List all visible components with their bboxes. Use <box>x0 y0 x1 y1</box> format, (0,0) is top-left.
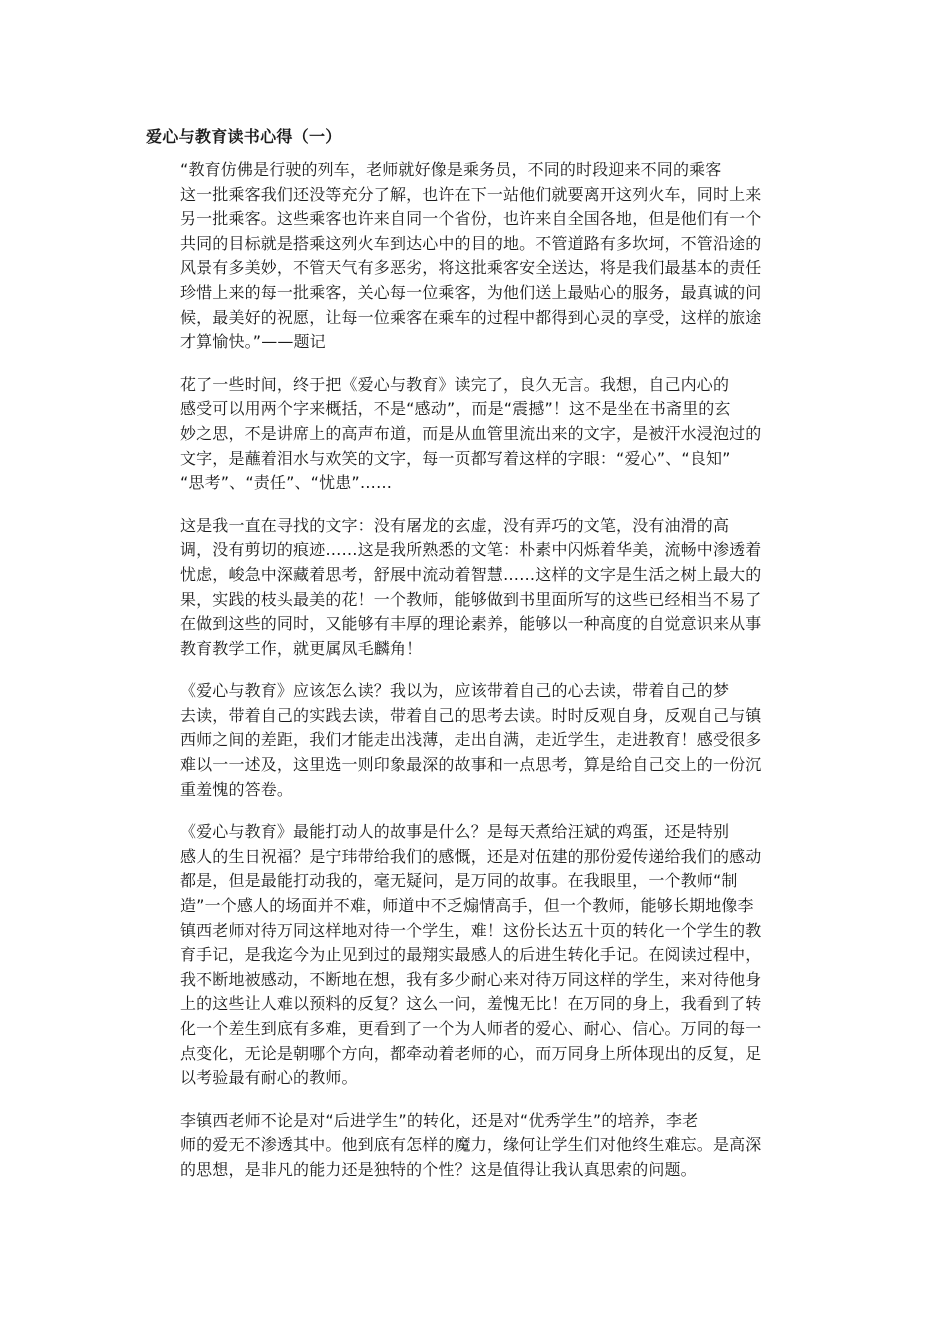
paragraph-line: 化一个差生到底有多难，更看到了一个为人师者的爱心、耐心、信心。万同的每一 <box>180 1019 762 1038</box>
paragraph-line: 育手记，是我迄今为止见到过的最翔实最感人的后进生转化手记。在阅读过程中， <box>180 945 762 965</box>
paragraph-line: 感受可以用两个字来概括，不是“感动”，而是“震撼”！这不是坐在书斋里的玄 <box>180 399 731 419</box>
paragraph <box>146 679 806 802</box>
paragraph-line: 调，没有剪切的痕迹……这是我所熟悉的文笔：朴素中闪烁着华美，流畅中渗透着 <box>180 540 762 560</box>
paragraph <box>146 1109 806 1183</box>
paragraph-line: 上的这些让人难以预料的反复？这么一问，羞愧无比！在万同的身上，我看到了转 <box>180 994 762 1014</box>
paragraph-line: 在做到这些的同时，又能够有丰厚的理论素养，能够以一种高度的自觉意识来从事 <box>180 614 762 634</box>
paragraph-line: 候，最美好的祝愿，让每一位乘客在乘车的过程中都得到心灵的享受，这样的旅途 <box>180 307 762 327</box>
paragraph-line: 果，实践的枝头最美的花！一个教师，能够做到书里面所写的这些已经相当不易了 <box>180 589 762 609</box>
paragraph-line: 以考验最有耐心的教师。 <box>180 1068 358 1088</box>
paragraph-line: 师的爱无不渗透其中。他到底有怎样的魔力，缘何让学生们对他终生难忘。是高深 <box>180 1135 762 1155</box>
paragraph <box>146 514 806 662</box>
paragraph <box>146 158 806 355</box>
paragraph-line: 重羞愧的答卷。 <box>180 779 294 799</box>
paragraph-line: 文字，是蘸着泪水与欢笑的文字，每一页都写着这样的字眼：“爱心”、“良知” <box>180 448 731 468</box>
paragraph-line: 共同的目标就是搭乘这列火车到达心中的目的地。不管道路有多坎坷，不管沿途的 <box>180 233 762 253</box>
paragraph-line: 都是，但是最能打动我的，毫无疑问，是万同的故事。在我眼里，一个教师“制 <box>180 871 738 891</box>
document-page <box>146 122 806 1201</box>
paragraph-line: 镇西老师对待万同这样地对待一个学生，难！这份长达五十页的转化一个学生的教 <box>180 920 762 940</box>
paragraph-line: 的思想，是非凡的能力还是独特的个性？这是值得让我认真思索的问题。 <box>180 1159 697 1179</box>
paragraph-line: 这一批乘客我们还没等充分了解，也许在下一站他们就要离开这列火车，同时上来 <box>180 184 762 204</box>
paragraph-line: 风景有多美妙，不管天气有多恶劣，将这批乘客安全送达，将是我们最基本的责任 <box>180 258 762 278</box>
paragraph-line: 我不断地被感动，不断地在想，我有多少耐心来对待万同这样的学生，来对待他身 <box>180 969 762 989</box>
paragraph-line: 难以一一述及，这里选一则印象最深的故事和一点思考，算是给自己交上的一份沉 <box>180 755 762 775</box>
paragraph-line: “思考”、“责任”、“忧患”…… <box>180 473 393 493</box>
paragraph-line: 造”一个感人的场面并不难，师道中不乏煽情高手，但一个教师，能够长期地像李 <box>180 896 754 916</box>
paragraph-line: 妙之思，不是讲席上的高声布道，而是从血管里流出来的文字，是被汗水浸泡过的 <box>180 423 762 443</box>
document-title: 爱心与教育读书心得（一） <box>146 127 342 146</box>
paragraph-line: 《爱心与教育》最能打动人的故事是什么？是每天煮给汪斌的鸡蛋，还是特别 <box>180 822 730 842</box>
paragraph-line: 教育教学工作，就更属凤毛麟角！ <box>180 638 423 658</box>
paragraph-line: 才算愉快。”——题记 <box>180 332 326 352</box>
paragraph-line: 忧虑，峻急中深藏着思考，舒展中流动着智慧……这样的文字是生活之树上最大的 <box>180 564 762 584</box>
paragraph-line: 点变化，无论是朝哪个方向，都牵动着老师的心，而万同身上所体现出的反复，足 <box>180 1043 762 1063</box>
paragraph-line: 西师之间的差距，我们才能走出浅薄，走出自满，走近学生，走进教育！感受很多 <box>180 730 762 750</box>
paragraph-line: 这是我一直在寻找的文字：没有屠龙的玄虚，没有弄巧的文笔，没有油滑的高 <box>180 515 730 535</box>
paragraph <box>146 373 806 496</box>
paragraph-line: 《爱心与教育》应该怎么读？我以为，应该带着自己的心去读，带着自己的梦 <box>180 681 730 701</box>
paragraph-line: 另一批乘客。这些乘客也许来自同一个省份，也许来自全国各地，但是他们有一个 <box>180 209 762 229</box>
paragraph-line: 去读，带着自己的实践去读，带着自己的思考去读。时时反观自身，反观自己与镇 <box>180 705 762 725</box>
paragraph-line: 珍惜上来的每一批乘客，关心每一位乘客，为他们送上最贴心的服务，最真诚的问 <box>180 282 762 302</box>
paragraph-line: 李镇西老师不论是对“后进学生”的转化，还是对“优秀学生”的培养，李老 <box>180 1110 699 1130</box>
document-body <box>146 158 806 1183</box>
paragraph-line: 花了一些时间，终于把《爱心与教育》读完了，良久无言。我想，自己内心的 <box>180 374 730 394</box>
paragraph-line: 感人的生日祝福？是宁玮带给我们的感慨，还是对伍建的那份爱传递给我们的感动 <box>180 846 762 866</box>
paragraph-line: “教育仿佛是行驶的列车，老师就好像是乘务员，不同的时段迎来不同的乘客 <box>180 160 722 179</box>
paragraph <box>146 820 806 1091</box>
